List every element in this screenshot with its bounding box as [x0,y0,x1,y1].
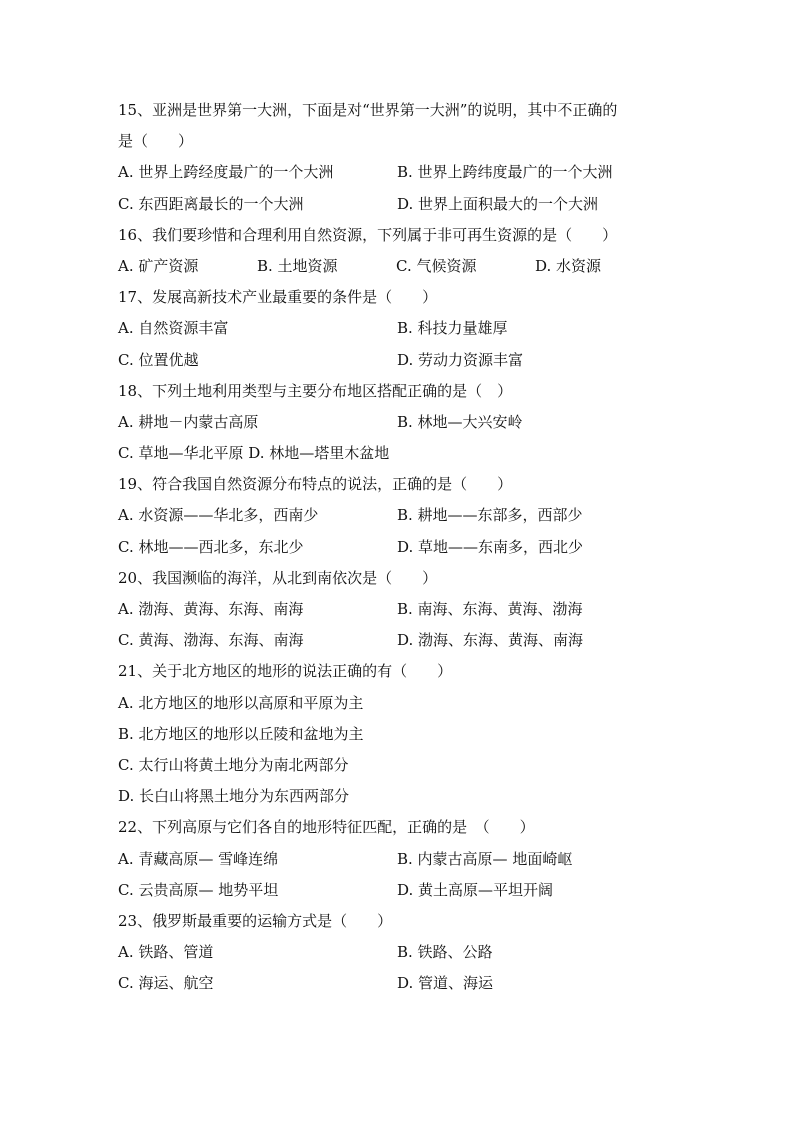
answer-option: C. 东西距离最长的一个大洲 [118,194,304,213]
answer-option: C. 草地—华北平原 D. 林地—塔里木盆地 [118,444,390,463]
question-stem: 是（ ） [118,132,194,151]
answer-option: A. 自然资源丰富 [118,319,229,338]
answer-option: D. 长白山将黑土地分为东西两部分 [118,787,350,806]
option-row [118,313,718,344]
question-stem: 19、符合我国自然资源分布特点的说法，正确的是（ ） [118,475,513,494]
option-row [118,844,718,875]
question-block [118,563,718,657]
option-row [118,532,718,563]
option-row [118,937,718,968]
question-block [118,95,718,220]
question-stem: 16、我们要珍惜和合理利用自然资源，下列属于非可再生资源的是（ ） [118,225,618,244]
answer-option: C. 海运、航空 [118,974,214,993]
option-row [118,345,718,376]
answer-option: D. 管道、海运 [397,974,494,993]
question-block [118,906,718,1000]
answer-option: A. 水资源——华北多，西南少 [118,506,319,525]
answer-option: B. 世界上跨纬度最广的一个大洲 [397,163,613,182]
question-block [118,812,718,906]
question-stem: 23、俄罗斯最重要的运输方式是（ ） [118,911,393,930]
question-stem: 20、我国濒临的海洋，从北到南依次是（ ） [118,568,438,587]
answer-option: A. 耕地－内蒙古高原 [118,412,259,431]
option-row [118,968,718,999]
answer-option: C. 太行山将黄土地分为南北两部分 [118,755,349,774]
option-row [118,781,718,812]
answer-option: B. 内蒙古高原— 地面崎岖 [397,849,573,868]
answer-option: A. 青藏高原— 雪峰连绵 [118,849,279,868]
question-block [118,282,718,376]
question-block [118,469,718,563]
option-row [118,625,718,656]
option-row [118,750,718,781]
option-row [118,438,718,469]
answer-option: A. 矿产资源 [118,256,199,275]
question-stem: 15、亚洲是世界第一大洲，下面是对“世界第一大洲”的说明，其中不正确的 [118,101,618,119]
answer-option: D. 渤海、东海、黄海、南海 [397,631,584,650]
answer-option: B. 林地—大兴安岭 [397,412,523,431]
option-row [118,594,718,625]
answer-option: B. 土地资源 [257,256,338,275]
answer-option: D. 黄土高原—平坦开阔 [397,880,554,899]
answer-option: B. 耕地——东部多，西部少 [397,506,583,525]
option-row [118,719,718,750]
question-block [118,656,718,812]
option-row [118,875,718,906]
answer-option: C. 黄海、渤海、东海、南海 [118,631,304,650]
answer-option: B. 北方地区的地形以丘陵和盆地为主 [118,724,364,743]
answer-option: D. 世界上面积最大的一个大洲 [397,194,599,213]
option-row [118,500,718,531]
option-row [118,688,718,719]
option-row [118,157,718,188]
answer-option: A. 渤海、黄海、东海、南海 [118,600,304,618]
option-row [118,407,718,438]
question-stem: 18、下列土地利用类型与主要分布地区搭配正确的是（ ） [118,381,513,400]
question-block [118,376,718,470]
answer-option: C. 云贵高原— 地势平坦 [118,880,279,899]
answer-option: D. 劳动力资源丰富 [397,350,524,369]
option-row [118,251,718,282]
option-row [118,189,718,220]
answer-option: B. 科技力量雄厚 [397,319,508,338]
answer-option: A. 北方地区的地形以高原和平原为主 [118,693,364,712]
answer-option: B. 铁路、公路 [397,943,493,962]
answer-option: C. 林地——西北多，东北少 [118,537,304,556]
answer-option: A. 铁路、管道 [118,943,214,962]
answer-option: D. 水资源 [535,256,602,275]
question-stem: 22、下列高原与它们各自的地形特征匹配，正确的是 （ ） [118,818,535,837]
answer-option: B. 南海、东海、黄海、渤海 [397,600,583,618]
question-block [118,220,718,282]
question-stem: 21、关于北方地区的地形的说法正确的有（ ） [118,662,453,681]
answer-option: C. 气候资源 [396,256,477,275]
question-list [118,95,718,999]
question-stem: 17、发展高新技术产业最重要的条件是（ ） [118,288,438,307]
answer-option: D. 草地——东南多，西北少 [397,537,584,556]
answer-option: A. 世界上跨经度最广的一个大洲 [118,163,334,182]
answer-option: C. 位置优越 [118,350,199,369]
